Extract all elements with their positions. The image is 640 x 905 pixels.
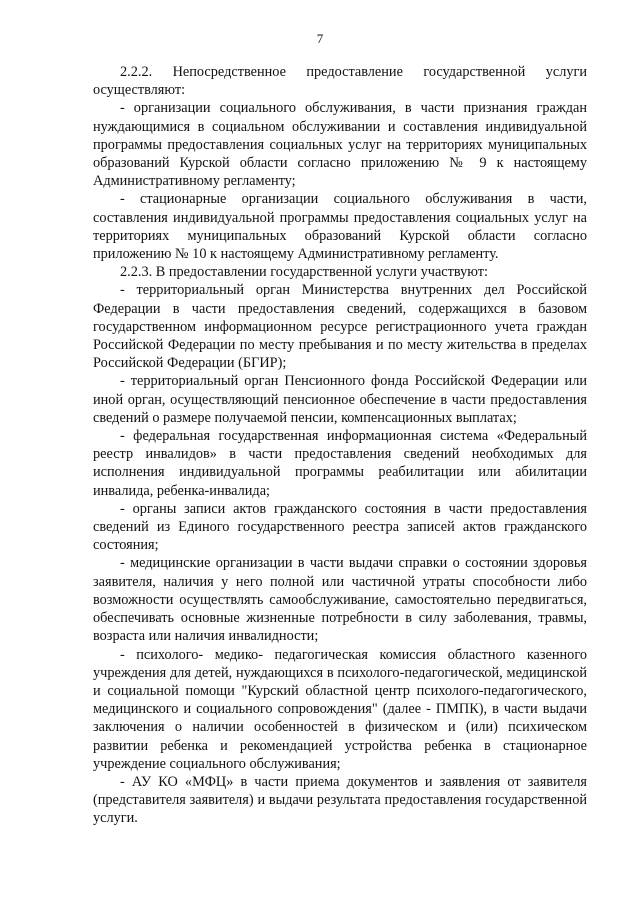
list-item-medical-orgs: - медицинские организации в части выдачи справки о состоянии здоровья заявителя, наличия у него полной или частичной утраты способности либо возможности осуществлять самообслуживание, самостоятельно передвигаться, обеспечивать основные жизненные потребности в силу заболевания, травмы, возраста или наличия инвалидности; xyxy=(93,555,587,645)
list-item-interior-ministry: - территориальный орган Министерства внутренних дел Российской Федерации в части предоставления сведений, содержащихся в базовом государственном информационном ресурсе регистрационного учета граждан Российской Федерации по месту пребывания и по месту жительства в пределах Российской Федерации (БГИР); xyxy=(93,282,587,372)
list-item-pmpk: - психолого- медико- педагогическая комиссия областного казенного учреждения для детей, нуждающихся в психолого-педагогической, медицинской и социальной помощи "Курский областной центр психолого-педагогического, медицинского и социального сопровождения" (далее - ПМПК), в части выдачи заключения о наличии особенностей в физическом и (или) психическом развитии ребенка и рекомендацией устройства ребенка в стационарное учреждение социального обслуживания; xyxy=(93,646,587,772)
section-2-2-3-heading: 2.2.3. В предоставлении государственной услуги участвуют: xyxy=(120,264,489,281)
list-item-civil-registry: - органы записи актов гражданского состояния в части предоставления сведений из Единого государственного реестра записей актов гражданского состояния; xyxy=(93,500,587,554)
list-item-mfc: - АУ КО «МФЦ» в части приема документов и заявления от заявителя (представителя заявителя) и выдачи результата предоставления государственной услуги. xyxy=(93,773,587,827)
section-2-2-2-heading: 2.2.2. Непосредственное предоставление государственной услуги осуществляют: xyxy=(93,64,587,99)
document-body xyxy=(93,63,587,828)
list-item-social-service-orgs: - организации социального обслуживания, в части признания граждан нуждающимися в социальном обслуживании и составления индивидуальной программы предоставления социальных услуг на территориях муниципальных образований Курской области согласно приложению № 9 к настоящему Административному регламенту; xyxy=(93,100,587,190)
list-item-disability-registry: - федеральная государственная информационная система «Федеральный реестр инвалидов» в части предоставления сведений необходимых для исполнения индивидуальной программы реабилитации или абилитации инвалида, ребенка-инвалида; xyxy=(93,428,587,499)
page-number: 7 xyxy=(316,31,324,46)
list-item-stationary-orgs: - стационарные организации социального обслуживания в части, составления индивидуальной программы предоставления социальных услуг на территориях муниципальных образований Курской области согласно приложению № 10 к настоящему Административному регламенту. xyxy=(93,191,587,263)
list-item-pension-fund: - территориальный орган Пенсионного фонда Российской Федерации или иной орган, осуществляющий пенсионное обеспечение в части предоставления сведений о размере получаемой пенсии, компенсационных выплатах; xyxy=(93,373,587,426)
